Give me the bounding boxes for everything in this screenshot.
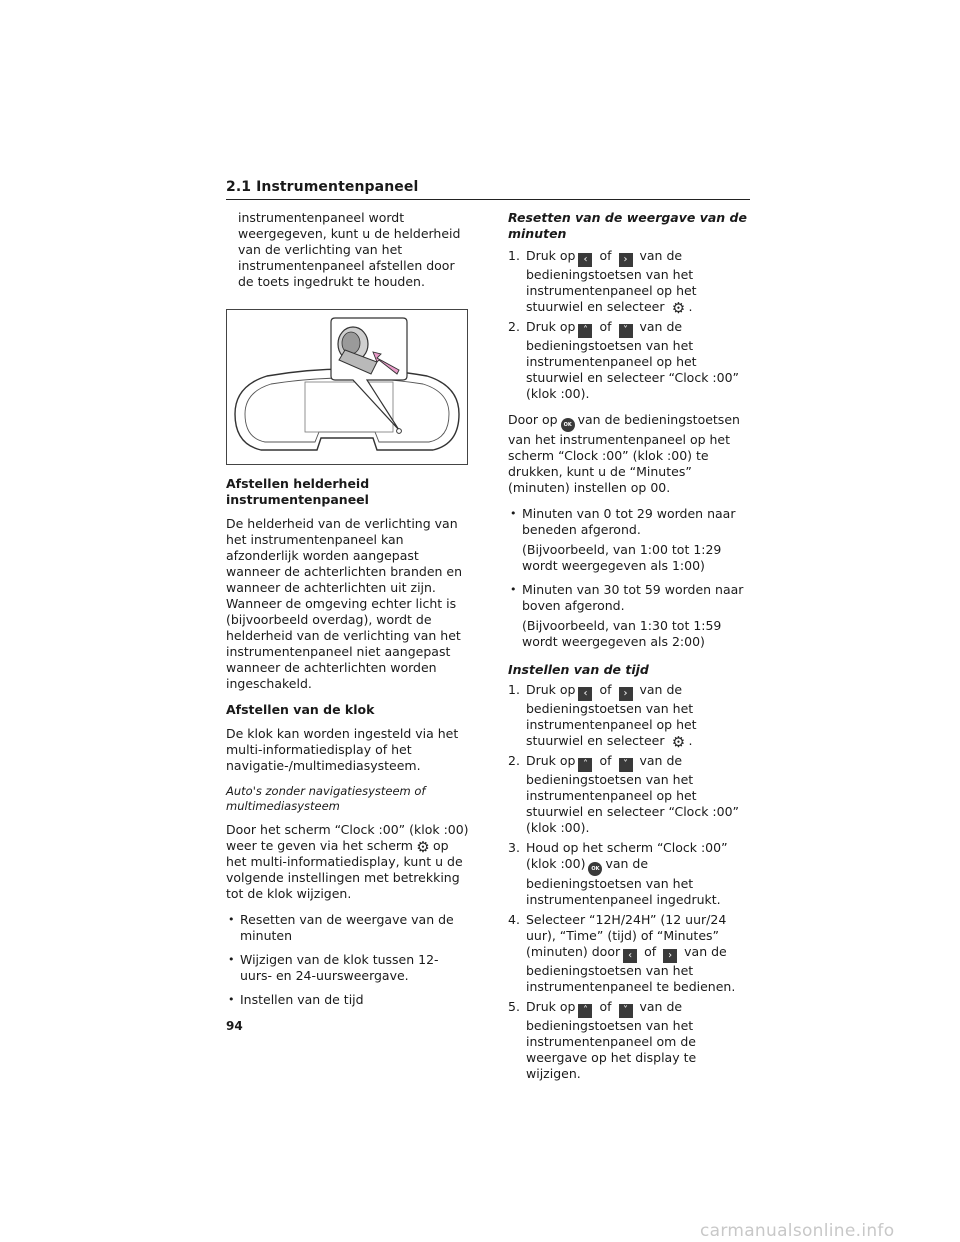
reset-step-1: 1. Druk op ‹ of › van de bedieningstoetsen van het instrumentenpaneel op het stuurwiel en selecteer ⚙ . bbox=[508, 248, 697, 317]
chevron-up-icon: ˄ bbox=[578, 324, 592, 338]
brightness-heading bbox=[226, 476, 470, 508]
chevron-right-icon: › bbox=[663, 949, 677, 963]
dashboard-knob-diagram bbox=[227, 310, 467, 464]
intro-paragraph: instrumentenpaneel wordt weergegeven, kunt u de helderheid van de verlichting van het instrumentenpaneel afstellen door de toets ingedrukt te houden. bbox=[238, 210, 461, 289]
ok-paragraph: Door op OK van de bedieningstoetsen van het instrumentenpaneel op het scherm “Clock :00” (klok :00) te drukken, kunt u de “Minutes” (minuten) instellen op 00. bbox=[508, 412, 740, 495]
list-item: • Resetten van de weergave van de minuten bbox=[226, 912, 470, 944]
list-item: • Instellen van de tijd bbox=[226, 992, 470, 1008]
chevron-left-icon: ‹ bbox=[578, 687, 592, 701]
watermark: carmanualsonline.info bbox=[700, 1221, 895, 1241]
list-item: • Minuten van 0 tot 29 worden naar beneden afgerond. bbox=[508, 506, 752, 538]
chevron-down-icon: ˅ bbox=[619, 324, 633, 338]
set-time-heading: Instellen van de tijd bbox=[508, 662, 649, 677]
left-column bbox=[226, 210, 470, 300]
clock-paragraph: De klok kan worden ingesteld via het multi-informatiedisplay of het navigatie-/multimediasysteem. bbox=[226, 726, 459, 773]
brightness-heading-line1: Afstellen helderheid bbox=[226, 476, 370, 491]
instrument-panel-illustration bbox=[226, 309, 468, 465]
chevron-left-icon: ‹ bbox=[578, 253, 592, 267]
chevron-right-icon: › bbox=[619, 687, 633, 701]
time-step-5: 5. Druk op ˄ of ˅ van de bedieningstoetsen van het instrumentenpaneel om de weergave op het display te wijzigen. bbox=[508, 999, 697, 1081]
list-item: • Minuten van 30 tot 59 worden naar boven afgerond. bbox=[508, 582, 752, 614]
chevron-right-icon: › bbox=[619, 253, 633, 267]
time-step-2: 2. Druk op ˄ of ˅ van de bedieningstoetsen van het instrumentenpaneel op het stuurwiel en selecteer “Clock :00” (klok :00). bbox=[508, 753, 740, 835]
no-nav-heading: Auto's zonder navigatiesysteem of multimediasysteem bbox=[226, 784, 426, 813]
gear-icon: ⚙ bbox=[671, 299, 686, 317]
page-number: 94 bbox=[226, 1019, 243, 1033]
header-divider bbox=[226, 199, 750, 200]
clock-heading: Afstellen van de klok bbox=[226, 702, 375, 717]
brightness-paragraph: De helderheid van de verlichting van het instrumentenpaneel kan afzonderlijk worden aangepast wanneer de achterlichten branden en wanneer de achterlichten uit zijn. Wanneer de omgeving echter licht is (bijvoorbeeld overdag), wordt de helderheid van de verlichting van het instrumentenpaneel niet aangepast wanneer de achterlichten worden ingeschakeld. bbox=[226, 516, 463, 691]
time-step-1: 1. Druk op ‹ of › van de bedieningstoetsen van het instrumentenpaneel op het stuurwiel en selecteer ⚙ . bbox=[508, 682, 697, 751]
time-step-4: 4. Selecteer “12H/24H” (12 uur/24 uur), “Time” (tijd) of “Minutes” (minuten) door ‹ of › van de bedieningstoetsen van het instrumentenpaneel te bedienen. bbox=[508, 912, 736, 994]
chevron-down-icon: ˅ bbox=[619, 758, 633, 772]
brightness-heading-line2: instrumentenpaneel bbox=[226, 492, 369, 507]
section-header bbox=[226, 179, 750, 200]
time-step-3: 3. Houd op het scherm “Clock :00” (klok :00) OK van de bedieningstoetsen van het instrumentenpaneel ingedrukt. bbox=[508, 840, 728, 907]
list-item: • Wijzigen van de klok tussen 12-uurs- en 24-uursweergave. bbox=[226, 952, 470, 984]
ok-button-icon: OK bbox=[561, 418, 575, 432]
chevron-left-icon: ‹ bbox=[623, 949, 637, 963]
example-text: (Bijvoorbeeld, van 1:30 tot 1:59 wordt weergegeven als 2:00) bbox=[522, 618, 722, 649]
screen-paragraph: Door het scherm “Clock :00” (klok :00) weer te geven via het scherm ⚙ op het multi-informatiedisplay, kunt u de volgende instellingen met betrekking tot de klok wijzigen. bbox=[226, 822, 469, 901]
right-column bbox=[508, 210, 752, 1086]
gear-icon: ⚙ bbox=[671, 733, 686, 751]
example-text: (Bijvoorbeeld, van 1:00 tot 1:29 wordt weergegeven als 1:00) bbox=[522, 542, 722, 573]
reset-minutes-heading: Resetten van de weergave van de minuten bbox=[508, 210, 747, 241]
reset-step-2: 2. Druk op ˄ of ˅ van de bedieningstoetsen van het instrumentenpaneel op het stuurwiel en selecteer “Clock :00” (klok :00). bbox=[508, 319, 740, 401]
ok-button-icon: OK bbox=[588, 862, 602, 876]
section-title: 2.1 Instrumentenpaneel bbox=[226, 179, 419, 195]
chevron-down-icon: ˅ bbox=[619, 1004, 633, 1018]
chevron-up-icon: ˄ bbox=[578, 758, 592, 772]
gear-icon: ⚙ bbox=[416, 838, 430, 856]
chevron-up-icon: ˄ bbox=[578, 1004, 592, 1018]
left-column-lower bbox=[226, 476, 470, 1016]
